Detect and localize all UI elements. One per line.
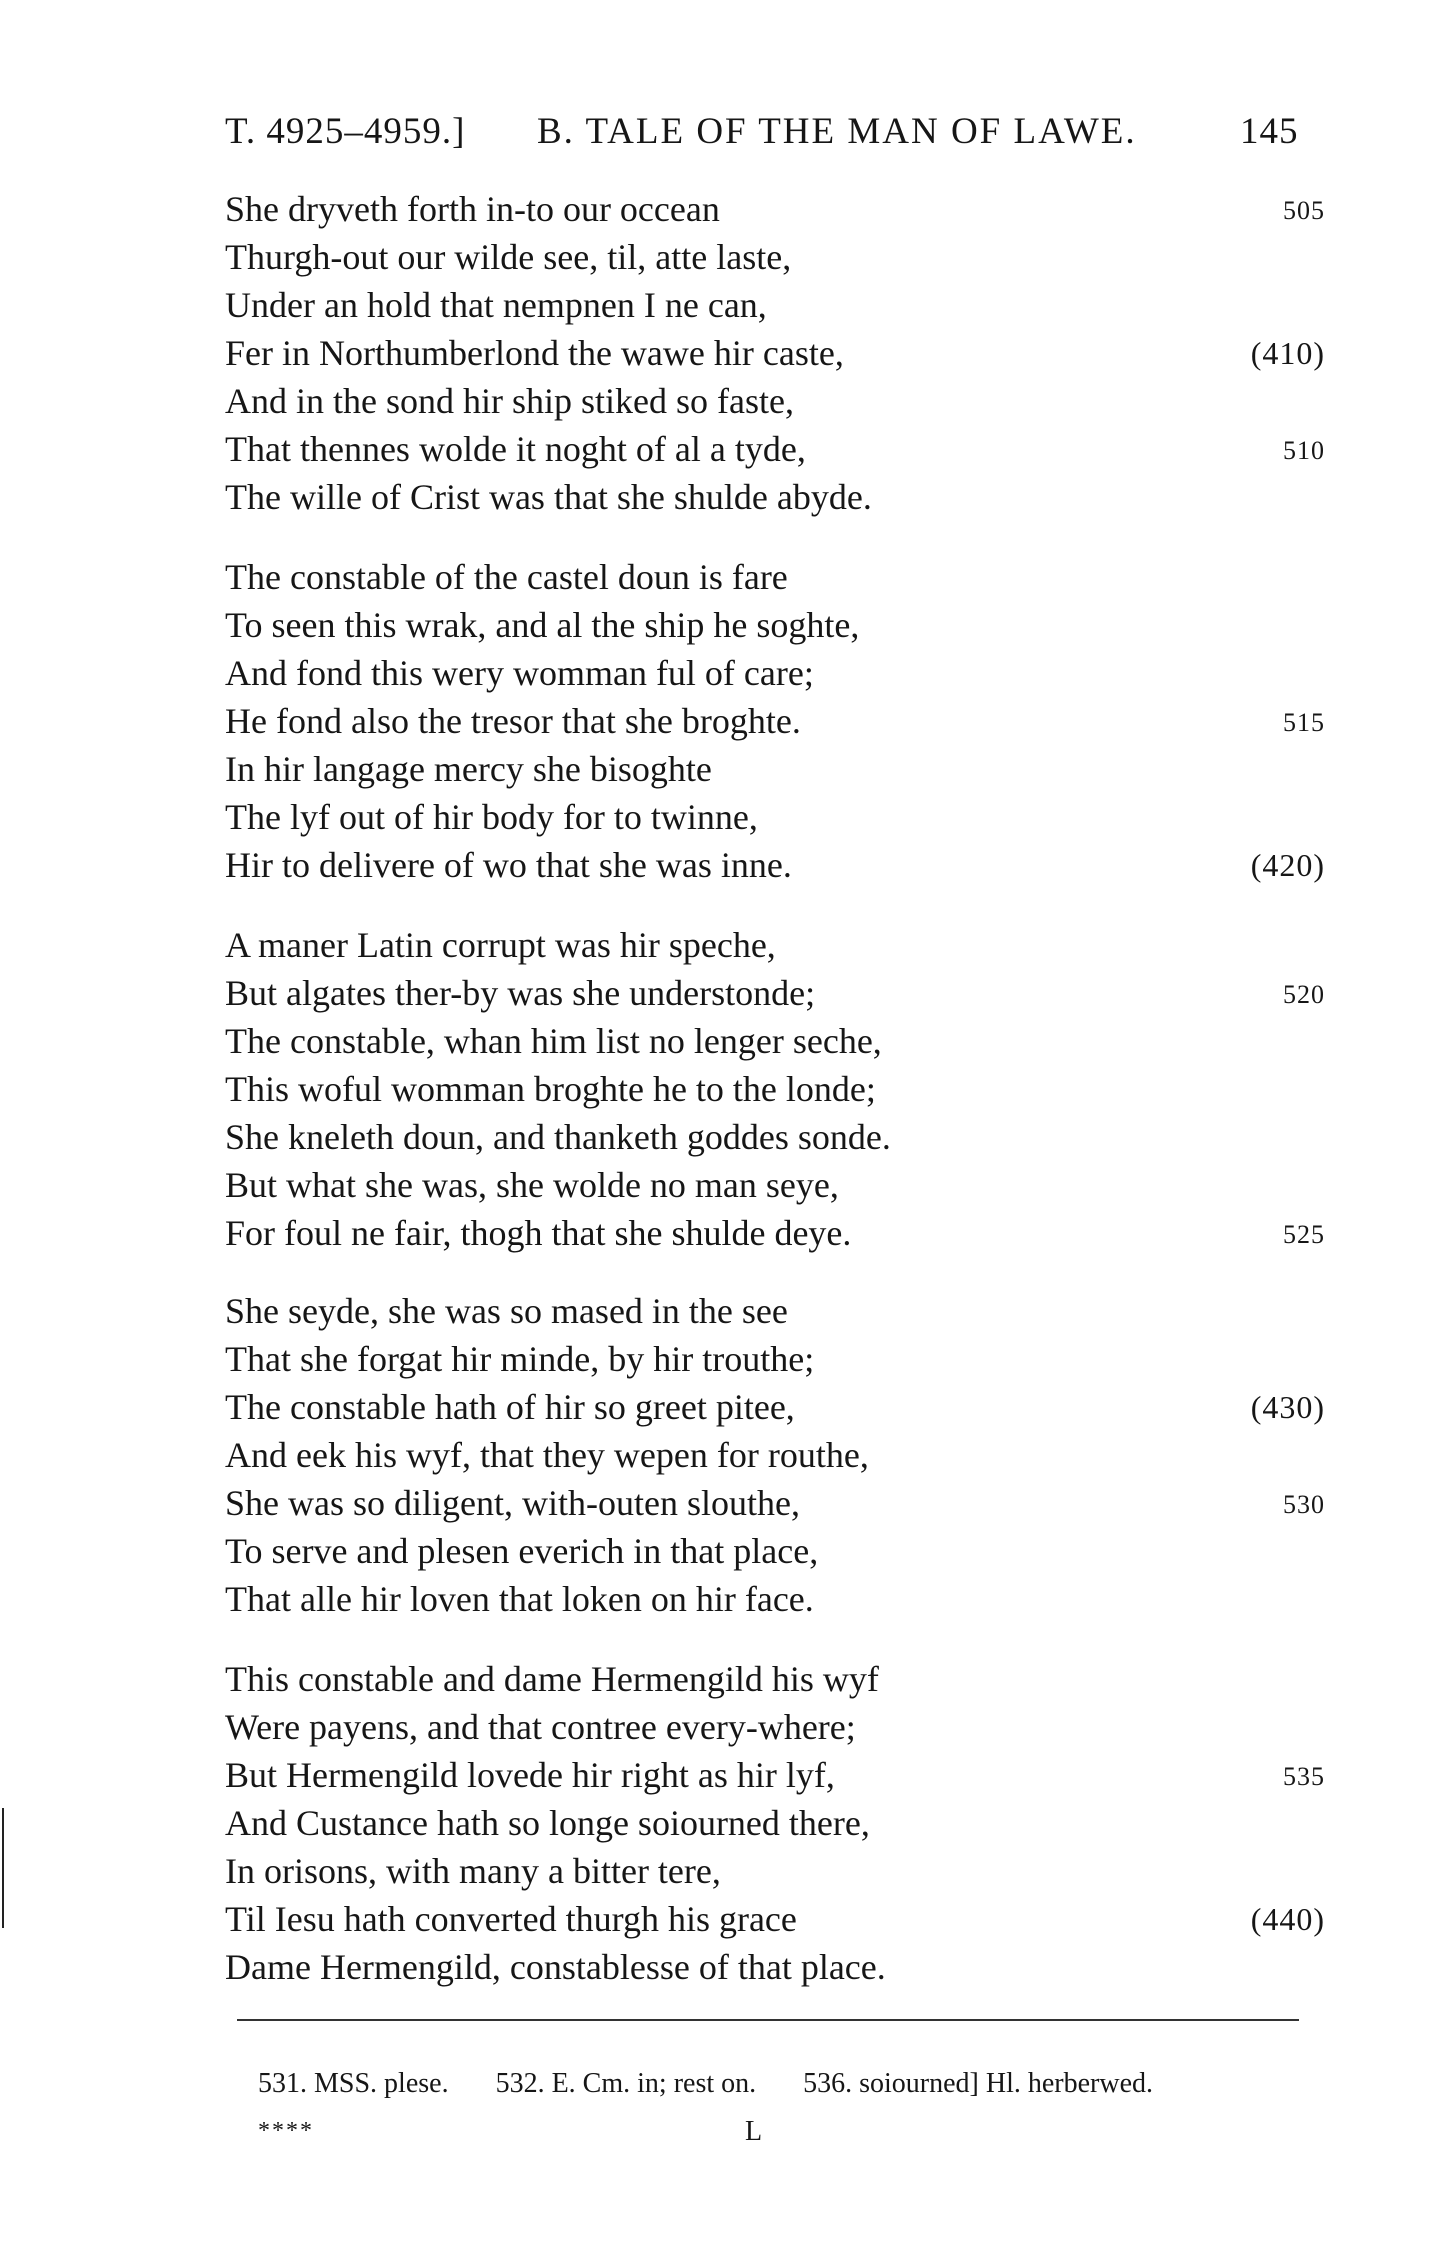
verse-line — [225, 969, 1325, 1017]
line-number: 515 — [1283, 708, 1325, 737]
verse-line — [225, 1113, 1325, 1161]
verse-line — [225, 377, 1325, 425]
verse-line — [225, 425, 1325, 473]
verse-text: This constable and dame Hermengild his wyf — [225, 1659, 879, 1699]
verse-text: And eek his wyf, that they wepen for routhe, — [225, 1435, 869, 1475]
line-number: 525 — [1283, 1220, 1325, 1249]
verse-text: He fond also the tresor that she broghte. — [225, 701, 801, 741]
footnotes — [258, 2068, 1153, 2100]
verse-text: But what she was, she wolde no man seye, — [225, 1165, 839, 1205]
verse-line — [225, 1575, 1325, 1623]
verse-text: Under an hold that nempnen I ne can, — [225, 285, 767, 325]
stanza — [225, 553, 1325, 889]
verse-line — [225, 1431, 1325, 1479]
verse-line — [225, 841, 1325, 889]
verse-line — [225, 745, 1325, 793]
verse-line — [225, 1017, 1325, 1065]
verse-text: And Custance hath so longe soiourned there, — [225, 1803, 870, 1843]
verse-text: But algates ther-by was she understonde; — [225, 973, 816, 1013]
verse-text: For foul ne fair, thogh that she shulde deye. — [225, 1213, 852, 1253]
stanza — [225, 921, 1325, 1257]
verse-line — [225, 1847, 1325, 1895]
verse-text: Dame Hermengild, constablesse of that place. — [225, 1947, 886, 1987]
verse-line — [225, 697, 1325, 745]
verse-line — [225, 1161, 1325, 1209]
running-header — [225, 110, 1325, 160]
verse-line — [225, 1943, 1325, 1991]
verse-line — [225, 1065, 1325, 1113]
line-number: 530 — [1283, 1490, 1325, 1519]
verse-text: The constable hath of hir so greet pitee, — [225, 1387, 795, 1427]
verse-line — [225, 1799, 1325, 1847]
verse-line — [225, 1383, 1325, 1431]
stanza — [225, 185, 1325, 521]
verse-line — [225, 1209, 1325, 1257]
verse-line — [225, 329, 1325, 377]
margin-scan-mark — [2, 1808, 4, 1928]
line-number: 535 — [1283, 1762, 1325, 1791]
verse-line — [225, 649, 1325, 697]
line-number: (420) — [1250, 847, 1325, 883]
footnote-divider — [237, 2019, 1299, 2021]
verse-text: To serve and plesen everich in that place, — [225, 1531, 819, 1571]
verse-line — [225, 921, 1325, 969]
verse-line — [225, 233, 1325, 281]
line-number: (440) — [1250, 1901, 1325, 1937]
footnote: 532. E. Cm. in; rest on. — [495, 2068, 757, 2099]
verse-text: And fond this wery womman ful of care; — [225, 653, 814, 693]
verse-text: Til Iesu hath converted thurgh his grace — [225, 1899, 797, 1939]
verse-text: A maner Latin corrupt was hir speche, — [225, 925, 776, 965]
verse-line — [225, 1287, 1325, 1335]
verse-line — [225, 793, 1325, 841]
verse-text: She seyde, she was so mased in the see — [225, 1291, 788, 1331]
verse-text: That alle hir loven that loken on hir face. — [225, 1579, 814, 1619]
verse-line — [225, 473, 1325, 521]
verse-text: She dryveth forth in-to our occean — [225, 189, 720, 229]
verse-text: To seen this wrak, and al the ship he soghte, — [225, 605, 860, 645]
line-number: 505 — [1283, 196, 1325, 225]
verse-line — [225, 185, 1325, 233]
verse-text: In orisons, with many a bitter tere, — [225, 1851, 721, 1891]
verse-text: In hir langage mercy she bisoghte — [225, 749, 712, 789]
verse-text: The constable of the castel doun is fare — [225, 557, 788, 597]
line-number: 510 — [1283, 436, 1325, 465]
verse-text: And in the sond hir ship stiked so faste, — [225, 381, 794, 421]
header-title: B. TALE OF THE MAN OF LAWE. — [537, 111, 1137, 152]
verse-text: She was so diligent, with-outen slouthe, — [225, 1483, 800, 1523]
line-number: 520 — [1283, 980, 1325, 1009]
stanza — [225, 1655, 1325, 1991]
verse-text: That she forgat hir minde, by hir trouthe; — [225, 1339, 815, 1379]
verse-line — [225, 601, 1325, 649]
verse-text: But Hermengild lovede hir right as hir lyf, — [225, 1755, 835, 1795]
verse-line — [225, 553, 1325, 601]
verse-text: The wille of Crist was that she shulde abyde. — [225, 477, 872, 517]
verse-line — [225, 281, 1325, 329]
footnote: 531. MSS. plese. — [258, 2068, 449, 2099]
verse-text: The constable, whan him list no lenger seche, — [225, 1021, 882, 1061]
verse-text: Were payens, and that contree every-where; — [225, 1707, 856, 1747]
header-line-range: T. 4925–4959.] — [225, 111, 466, 152]
line-number: (410) — [1250, 335, 1325, 371]
verse-text: She kneleth doun, and thanketh goddes sonde. — [225, 1117, 891, 1157]
page-number: 145 — [1240, 111, 1299, 152]
verse-line — [225, 1527, 1325, 1575]
verse-text: Hir to delivere of wo that she was inne. — [225, 845, 792, 885]
signature-stars: **** — [258, 2118, 314, 2144]
signature-letter: L — [745, 2116, 763, 2147]
verse-line — [225, 1655, 1325, 1703]
line-number: (430) — [1250, 1389, 1325, 1425]
verse-text: That thennes wolde it noght of al a tyde, — [225, 429, 806, 469]
verse-line — [225, 1895, 1325, 1943]
verse-line — [225, 1479, 1325, 1527]
stanza — [225, 1287, 1325, 1623]
verse-line — [225, 1751, 1325, 1799]
verse-text: The lyf out of hir body for to twinne, — [225, 797, 758, 837]
verse-text: This woful womman broghte he to the londe; — [225, 1069, 876, 1109]
verse-text: Thurgh-out our wilde see, til, atte laste, — [225, 237, 792, 277]
footnote: 536. soiourned] Hl. herberwed. — [803, 2068, 1154, 2099]
verse-line — [225, 1703, 1325, 1751]
verse-text: Fer in Northumberlond the wawe hir caste, — [225, 333, 844, 373]
verse-line — [225, 1335, 1325, 1383]
